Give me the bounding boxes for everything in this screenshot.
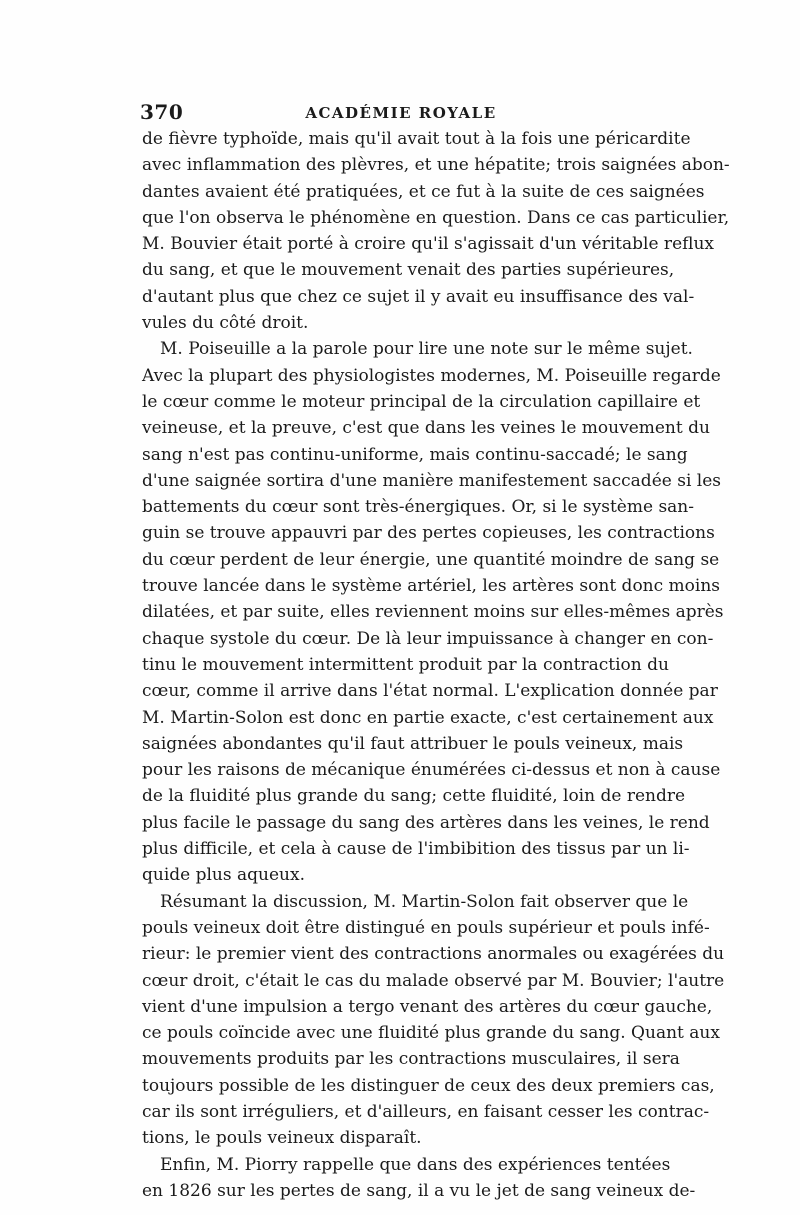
text-line: M. Bouvier était porté à croire qu'il s'agissait d'un véritable reflux (142, 234, 714, 255)
text-line: dilatées, et par suite, elles reviennent moins sur elles-mêmes après (142, 602, 724, 623)
text-line: d'une saignée sortira d'une manière manifestement saccadée si les (142, 470, 722, 491)
text-line: de fièvre typhoïde, mais qu'il avait tout à la fois une péricardite (142, 129, 691, 149)
text-line: plus difficile, et cela à cause de l'imbibition des tissus par un li- (142, 839, 690, 860)
text-line: tinu le mouvement intermittent produit par la contraction du (142, 654, 669, 675)
text-line: mouvements produits par les contractions musculaires, il sera (142, 1049, 680, 1070)
text-line: vient d'une impulsion a tergo venant des artères du cœur gauche, (142, 996, 713, 1017)
text-line: que l'on observa le phénomène en question. Dans ce cas particulier, (142, 207, 730, 228)
text-line: dantes avaient été pratiquées, et ce fut à la suite de ces saignées (142, 181, 705, 202)
body-text (142, 126, 730, 1204)
text-line: veineuse, et la preuve, c'est que dans les veines le mouvement du (142, 418, 710, 439)
text-line: cœur, comme il arrive dans l'état normal. L'explication donnée par (142, 681, 718, 702)
text-line: sang n'est pas continu-uniforme, mais continu-saccadé; le sang (142, 444, 688, 465)
text-line: toujours possible de les distinguer de ceux des deux premiers cas, (142, 1075, 715, 1096)
text-line: M. Martin-Solon est donc en partie exacte, c'est certainement aux (142, 707, 714, 728)
text-line: de la fluidité plus grande du sang; cette fluidité, loin de rendre (142, 786, 686, 807)
text-line: trouve lancée dans le système artériel, les artères sont donc moins (142, 576, 721, 597)
text-line: tions, le pouls veineux disparaît. (142, 1128, 422, 1149)
text-line: rieur: le premier vient des contractions anormales ou exagérées du (142, 944, 725, 965)
text-line: du sang, et que le mouvement venait des parties supérieures, (142, 260, 675, 281)
text-line: le cœur comme le moteur principal de la circulation capillaire et (142, 391, 701, 412)
text-line: chaque systole du cœur. De là leur impuissance à changer en con- (142, 628, 714, 649)
text-line: car ils sont irréguliers, et d'ailleurs, en faisant cesser les contrac- (142, 1101, 710, 1122)
text-line: battements du cœur sont très-énergiques. Or, si le système san- (142, 497, 694, 518)
text-line: en 1826 sur les pertes de sang, il a vu le jet de sang veineux de- (142, 1180, 696, 1201)
paragraph-start-line: Résumant la discussion, M. Martin-Solon fait observer que le (160, 891, 689, 912)
text-line: quide plus aqueux. (142, 865, 305, 886)
running-head: ACADÉMIE ROYALE (305, 104, 497, 122)
text-line: cœur droit, c'était le cas du malade observé par M. Bouvier; l'autre (142, 970, 725, 991)
paragraph-start-line: Enfin, M. Piorry rappelle que dans des expériences tentées (160, 1154, 671, 1175)
text-line: Avec la plupart des physiologistes modernes, M. Poiseuille regarde (142, 365, 721, 386)
text-line: plus facile le passage du sang des artères dans les veines, le rend (142, 812, 710, 833)
paragraph-start-line: M. Poiseuille a la parole pour lire une note sur le même sujet. (160, 339, 693, 360)
text-line: pouls veineux doit être distingué en pouls supérieur et pouls infé- (142, 917, 710, 938)
text-line: pour les raisons de mécanique énumérées ci-dessus et non à cause (142, 760, 721, 781)
text-line: guin se trouve appauvri par des pertes copieuses, les contractions (142, 523, 715, 544)
page-number: 370 (140, 100, 184, 124)
text-line: ce pouls coïncide avec une fluidité plus grande du sang. Quant aux (142, 1023, 720, 1044)
text-line: vules du côté droit. (142, 313, 309, 334)
text-line: saignées abondantes qu'il faut attribuer le pouls veineux, mais (142, 733, 684, 754)
text-line: avec inflammation des plèvres, et une hépatite; trois saignées abon- (142, 155, 730, 176)
text-line: du cœur perdent de leur énergie, une quantité moindre de sang se (142, 549, 720, 570)
text-line: d'autant plus que chez ce sujet il y avait eu insuffisance des val- (142, 286, 695, 307)
